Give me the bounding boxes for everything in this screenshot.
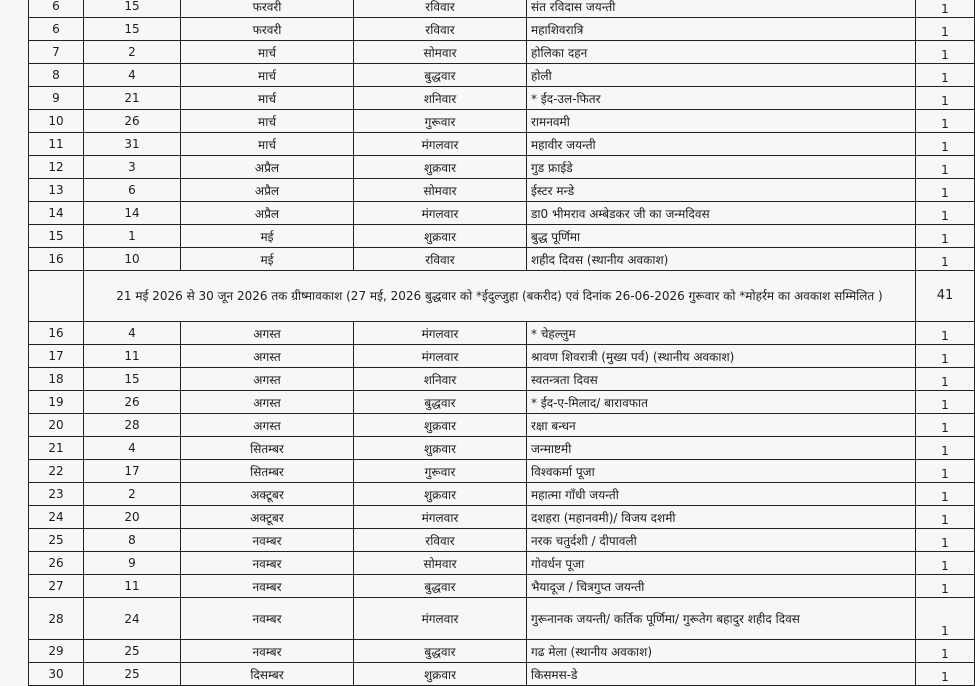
weekday-cell: मंगलवार [354, 506, 527, 529]
holiday-name-cell: गुरूनानक जयन्ती/ कर्तिक पूर्णिमा/ गुरूतेग बहादुर शहीद दिवस [527, 598, 916, 640]
holiday-name-cell: स्वतन्त्रता दिवस [527, 368, 916, 391]
weekday-cell: सोमवार [354, 552, 527, 575]
weekday-cell: बुद्धवार [354, 640, 527, 663]
table-row [29, 437, 975, 460]
weekday-cell: शुक्रवार [354, 437, 527, 460]
month-cell: अक्टूबर [181, 506, 354, 529]
month-cell: अगस्त [181, 322, 354, 345]
table-row [29, 248, 975, 271]
table-row [29, 529, 975, 552]
serial-number-cell: 15 [29, 225, 84, 248]
vacation-day-count: 41 [916, 271, 975, 322]
weekday-cell: शुक्रवार [354, 156, 527, 179]
serial-number-cell: 16 [29, 248, 84, 271]
date-cell: 26 [84, 391, 181, 414]
serial-number-cell: 19 [29, 391, 84, 414]
day-count-cell: 1 [916, 0, 975, 18]
month-cell: अगस्त [181, 368, 354, 391]
weekday-cell: शनिवार [354, 368, 527, 391]
date-cell: 11 [84, 575, 181, 598]
table-row [29, 0, 975, 18]
serial-number-cell: 16 [29, 322, 84, 345]
table-row [29, 87, 975, 110]
day-count-cell: 1 [916, 202, 975, 225]
date-cell: 14 [84, 202, 181, 225]
summer-vacation-note: 21 मई 2026 से 30 जून 2026 तक ग्रीष्मावकाश (27 मई, 2026 बुद्धवार को *ईदुल्जुहा (बकरीद) एवं दिनांक 26-06-2026 गुरूवार को *मोहर्रम का अवकाश सम्मिलित ) [84, 271, 916, 322]
day-count-cell: 1 [916, 663, 975, 686]
month-cell: सितम्बर [181, 460, 354, 483]
month-cell: नवम्बर [181, 552, 354, 575]
day-count-cell: 1 [916, 345, 975, 368]
table-row [29, 110, 975, 133]
serial-number-cell: 23 [29, 483, 84, 506]
day-count-cell: 1 [916, 552, 975, 575]
serial-number-cell: 21 [29, 437, 84, 460]
serial-number-cell: 7 [29, 41, 84, 64]
table-row [29, 368, 975, 391]
table-row [29, 202, 975, 225]
holiday-name-cell: शहीद दिवस (स्थानीय अवकाश) [527, 248, 916, 271]
date-cell: 11 [84, 345, 181, 368]
date-cell: 4 [84, 437, 181, 460]
holiday-name-cell: भैयादूज / चित्रगुप्त जयन्ती [527, 575, 916, 598]
table-row [29, 552, 975, 575]
serial-number-cell: 12 [29, 156, 84, 179]
table-row [29, 575, 975, 598]
date-cell: 26 [84, 110, 181, 133]
weekday-cell: मंगलवार [354, 202, 527, 225]
date-cell: 24 [84, 598, 181, 640]
serial-number-cell: 10 [29, 110, 84, 133]
date-cell: 6 [84, 179, 181, 202]
table-row [29, 179, 975, 202]
serial-number-cell: 14 [29, 202, 84, 225]
date-cell: 1 [84, 225, 181, 248]
day-count-cell: 1 [916, 598, 975, 640]
holiday-table-body [29, 0, 975, 686]
table-row [29, 414, 975, 437]
date-cell: 2 [84, 41, 181, 64]
holiday-name-cell: महाशिवरात्रि [527, 18, 916, 41]
table-row [29, 460, 975, 483]
weekday-cell: मंगलवार [354, 322, 527, 345]
month-cell: अगस्त [181, 345, 354, 368]
date-cell: 25 [84, 640, 181, 663]
day-count-cell: 1 [916, 506, 975, 529]
date-cell: 8 [84, 529, 181, 552]
weekday-cell: रविवार [354, 248, 527, 271]
weekday-cell: बुद्धवार [354, 64, 527, 87]
holiday-name-cell: श्रावण शिवरात्री (मुख्य पर्व) (स्थानीय अवकाश) [527, 345, 916, 368]
month-cell: फरवरी [181, 18, 354, 41]
date-cell: 10 [84, 248, 181, 271]
month-cell: मई [181, 248, 354, 271]
table-row [29, 391, 975, 414]
day-count-cell: 1 [916, 41, 975, 64]
weekday-cell: सोमवार [354, 41, 527, 64]
table-row [29, 483, 975, 506]
weekday-cell: शुक्रवार [354, 663, 527, 686]
serial-number-cell: 24 [29, 506, 84, 529]
day-count-cell: 1 [916, 156, 975, 179]
day-count-cell: 1 [916, 640, 975, 663]
holiday-name-cell: होलिका दहन [527, 41, 916, 64]
weekday-cell: शुक्रवार [354, 225, 527, 248]
date-cell: 25 [84, 663, 181, 686]
holiday-name-cell: दशहरा (महानवमी)/ विजय दशमी [527, 506, 916, 529]
holiday-name-cell: * ईद-ए-मिलाद/ बारावफात [527, 391, 916, 414]
holiday-name-cell: महात्मा गाँधी जयन्ती [527, 483, 916, 506]
table-row [29, 133, 975, 156]
month-cell: फरवरी [181, 0, 354, 18]
weekday-cell: रविवार [354, 18, 527, 41]
month-cell: अक्टूबर [181, 483, 354, 506]
weekday-cell: शुक्रवार [354, 414, 527, 437]
weekday-cell: शुक्रवार [354, 483, 527, 506]
serial-number-cell: 20 [29, 414, 84, 437]
month-cell: मार्च [181, 87, 354, 110]
holiday-name-cell: रक्षा बन्धन [527, 414, 916, 437]
holiday-name-cell: जन्माष्टमी [527, 437, 916, 460]
table-row [29, 18, 975, 41]
day-count-cell: 1 [916, 575, 975, 598]
holiday-name-cell: ईस्टर मन्डे [527, 179, 916, 202]
date-cell: 15 [84, 18, 181, 41]
holiday-name-cell: किसमस-डे [527, 663, 916, 686]
table-row [29, 41, 975, 64]
month-cell: मार्च [181, 110, 354, 133]
month-cell: नवम्बर [181, 598, 354, 640]
summer-vacation-row [29, 271, 975, 322]
month-cell: मार्च [181, 133, 354, 156]
table-row [29, 322, 975, 345]
day-count-cell: 1 [916, 460, 975, 483]
day-count-cell: 1 [916, 437, 975, 460]
table-row [29, 598, 975, 640]
table-row [29, 345, 975, 368]
serial-number-cell: 25 [29, 529, 84, 552]
holiday-table [28, 0, 975, 686]
holiday-name-cell: संत रविदास जयन्ती [527, 0, 916, 18]
day-count-cell: 1 [916, 414, 975, 437]
day-count-cell: 1 [916, 179, 975, 202]
weekday-cell: बुद्धवार [354, 575, 527, 598]
weekday-cell: रविवार [354, 529, 527, 552]
day-count-cell: 1 [916, 87, 975, 110]
month-cell: अप्रैल [181, 156, 354, 179]
date-cell: 15 [84, 0, 181, 18]
serial-number-cell: 28 [29, 598, 84, 640]
date-cell: 3 [84, 156, 181, 179]
weekday-cell: गुरूवार [354, 110, 527, 133]
day-count-cell: 1 [916, 225, 975, 248]
table-row [29, 663, 975, 686]
day-count-cell: 1 [916, 133, 975, 156]
table-row [29, 156, 975, 179]
day-count-cell: 1 [916, 322, 975, 345]
holiday-name-cell: गढ मेला (स्थानीय अवकाश) [527, 640, 916, 663]
weekday-cell: गुरूवार [354, 460, 527, 483]
serial-number-cell: 9 [29, 87, 84, 110]
day-count-cell: 1 [916, 529, 975, 552]
month-cell: अप्रैल [181, 202, 354, 225]
month-cell: अगस्त [181, 414, 354, 437]
serial-number-cell: 11 [29, 133, 84, 156]
weekday-cell: मंगलवार [354, 598, 527, 640]
serial-number-cell: 8 [29, 64, 84, 87]
table-row [29, 64, 975, 87]
weekday-cell: सोमवार [354, 179, 527, 202]
serial-number-cell: 18 [29, 368, 84, 391]
day-count-cell: 1 [916, 248, 975, 271]
month-cell: अप्रैल [181, 179, 354, 202]
date-cell: 9 [84, 552, 181, 575]
table-row [29, 640, 975, 663]
holiday-name-cell: डा0 भीमराव अम्बेडकर जी का जन्मदिवस [527, 202, 916, 225]
month-cell: दिसम्बर [181, 663, 354, 686]
serial-number-cell: 6 [29, 18, 84, 41]
weekday-cell: बुद्धवार [354, 391, 527, 414]
table-row [29, 506, 975, 529]
holiday-name-cell: नरक चतुर्दशी / दीपावली [527, 529, 916, 552]
date-cell: 2 [84, 483, 181, 506]
holiday-name-cell: * ईद-उल-फितर [527, 87, 916, 110]
date-cell: 20 [84, 506, 181, 529]
serial-number-cell: 6 [29, 0, 84, 18]
holiday-name-cell: होली [527, 64, 916, 87]
date-cell: 15 [84, 368, 181, 391]
date-cell: 31 [84, 133, 181, 156]
month-cell: नवम्बर [181, 640, 354, 663]
month-cell: नवम्बर [181, 575, 354, 598]
holiday-name-cell: रामनवमी [527, 110, 916, 133]
serial-number-cell: 17 [29, 345, 84, 368]
month-cell: सितम्बर [181, 437, 354, 460]
month-cell: मार्च [181, 64, 354, 87]
weekday-cell: मंगलवार [354, 133, 527, 156]
serial-number-cell: 26 [29, 552, 84, 575]
holiday-name-cell: गोवर्धन पूजा [527, 552, 916, 575]
serial-number-cell: 27 [29, 575, 84, 598]
day-count-cell: 1 [916, 110, 975, 133]
date-cell: 17 [84, 460, 181, 483]
month-cell: मई [181, 225, 354, 248]
month-cell: मार्च [181, 41, 354, 64]
month-cell: नवम्बर [181, 529, 354, 552]
table-row [29, 225, 975, 248]
day-count-cell: 1 [916, 64, 975, 87]
serial-number-cell: 13 [29, 179, 84, 202]
date-cell: 28 [84, 414, 181, 437]
holiday-name-cell: विश्वकर्मा पूजा [527, 460, 916, 483]
serial-number-cell: 29 [29, 640, 84, 663]
holiday-name-cell: गुड फ्राईडे [527, 156, 916, 179]
empty-cell [29, 271, 84, 322]
day-count-cell: 1 [916, 18, 975, 41]
serial-number-cell: 22 [29, 460, 84, 483]
weekday-cell: मंगलवार [354, 345, 527, 368]
month-cell: अगस्त [181, 391, 354, 414]
day-count-cell: 1 [916, 368, 975, 391]
day-count-cell: 1 [916, 391, 975, 414]
date-cell: 4 [84, 322, 181, 345]
date-cell: 21 [84, 87, 181, 110]
date-cell: 4 [84, 64, 181, 87]
weekday-cell: रविवार [354, 0, 527, 18]
serial-number-cell: 30 [29, 663, 84, 686]
day-count-cell: 1 [916, 483, 975, 506]
weekday-cell: शनिवार [354, 87, 527, 110]
holiday-name-cell: बुद्ध पूर्णिमा [527, 225, 916, 248]
holiday-name-cell: * चेहल्लुम [527, 322, 916, 345]
holiday-name-cell: महावीर जयन्ती [527, 133, 916, 156]
